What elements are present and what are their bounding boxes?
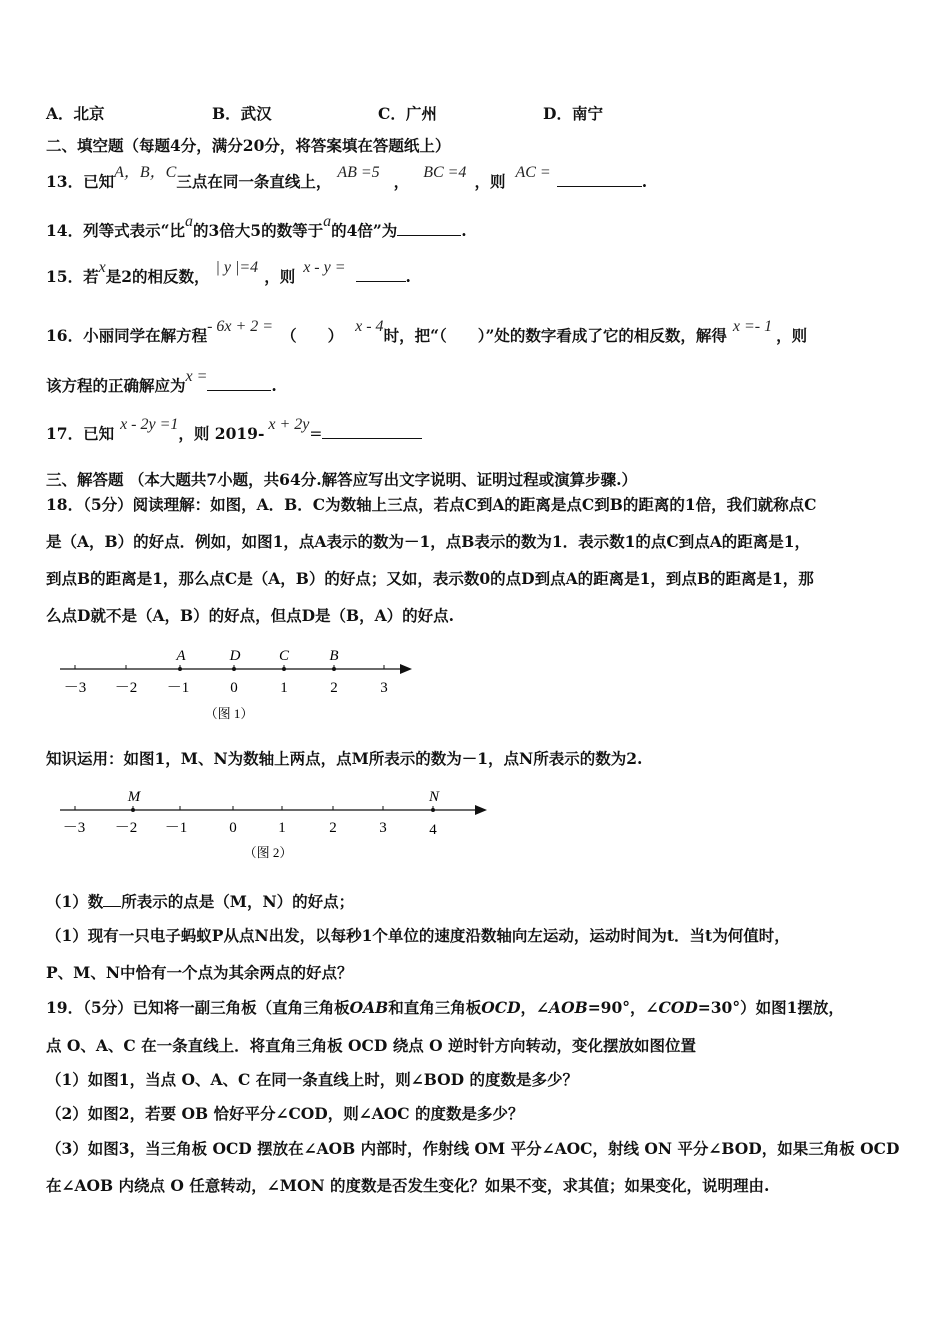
fig1-tick-label: －2 <box>114 680 138 696</box>
option-b: B．武汉 <box>212 104 272 123</box>
q19-l1d: =90°，∠ <box>587 998 659 1017</box>
fig2-point-label: N <box>428 789 440 805</box>
fig1-point-dot <box>178 667 182 671</box>
q16-x: x = <box>185 368 208 385</box>
fig1-point-dot <box>332 667 336 671</box>
fig2-tick-label: 4 <box>429 822 437 838</box>
fig2-arrow <box>475 805 487 815</box>
q13-points: A，B，C <box>114 164 177 181</box>
q13-bc: BC =4 <box>423 164 467 181</box>
section-2-heading: 二、填空题（每题4分，满分20分，将答案填在答题纸上） <box>46 136 451 155</box>
q18-sub1-a: （1）数 <box>46 892 104 911</box>
fig1-tick-label: －3 <box>63 680 87 696</box>
fig1-tick-label: －1 <box>166 680 190 696</box>
q18-line4: 么点D就不是（A，B）的好点，但点D是（B，A）的好点. <box>46 606 455 625</box>
fig2-point-dot <box>131 808 135 812</box>
fig1-point-dot <box>232 667 236 671</box>
q19-oab: OAB <box>349 998 389 1017</box>
q19-ocd: OCD <box>481 998 521 1017</box>
q13-then: ，则 <box>474 172 506 191</box>
figure-2 <box>60 789 487 860</box>
q16-eq1: - 6x + 2 = <box>207 318 274 335</box>
q18-line2: 是（A，B）的好点．例如，如图1，点A表示的数为－1，点B表示的数为1．表示数1的点C到点A的距离是1， <box>46 532 811 551</box>
q15-y: | y |=4 <box>215 259 259 276</box>
q18-line3: 到点B的距离是1，那么点C是（A，B）的好点；又如，表示数0的点D到点A的距离是1，到点B的距离是1，那 <box>46 569 814 588</box>
q19-l1e: =30°）如图1摆放， <box>697 998 844 1017</box>
q19-cod: COD <box>658 998 698 1017</box>
fig1-tick-label: 2 <box>330 680 338 696</box>
q19-l1a: 19．（5分）已知将一副三角板（直角三角板 <box>46 998 350 1017</box>
fig1-tick-label: 1 <box>280 680 288 696</box>
fig2-tick-label: －1 <box>164 820 188 836</box>
question-13: 13．已知A，B，C三点在同一条直线上， AB =5 ， BC =4 ，则 AC = . <box>46 164 648 191</box>
q17-eq: = <box>309 425 323 443</box>
q15-p3: ，则 <box>264 267 296 286</box>
q19-sub2: （2）如图2，若要 OB 恰好平分∠COD，则∠AOC 的度数是多少？ <box>46 1104 524 1123</box>
fig2-tick-label: 1 <box>278 820 286 836</box>
question-15: 15．若x是2的相反数， | y |=4 ，则 x - y = . <box>46 259 411 286</box>
q18-line1: 18．（5分）阅读理解：如图，A．B．C为数轴上三点，若点C到A的距离是点C到B的距离的1倍，我们就称点C <box>46 495 817 514</box>
fig2-tick-label: 0 <box>229 820 237 836</box>
fig1-point-dot <box>282 667 286 671</box>
q19-l1b: 和直角三角板 <box>388 998 482 1017</box>
fig1-point-label: D <box>229 648 241 664</box>
q13-mid: 三点在同一条直线上， <box>176 172 332 191</box>
fig2-tick-label: －2 <box>114 820 138 836</box>
q17-cond: x - 2y =1 <box>120 416 179 433</box>
q19-sub1: （1）如图1，当点 O、A、C 在同一条直线上时，则∠BOD 的度数是多少？ <box>46 1070 578 1089</box>
q13-ab: AB =5 <box>337 164 380 181</box>
q17-expr: x + 2y <box>268 416 310 433</box>
figure-1 <box>60 648 412 721</box>
question-14: 14．列等式表示“比a的3倍大5的数等于a的4倍”为 . <box>46 213 467 240</box>
fig2-point-label: M <box>127 789 141 805</box>
q16-paren: （ ） <box>281 326 344 345</box>
option-d: D．南宁 <box>543 104 603 123</box>
q19-line2: 点 O、A、C 在一条直线上．将直角三角板 OCD 绕点 O 逆时针方向转动，变化摆放如图位置 <box>46 1036 697 1055</box>
fig1-point-label: A <box>176 648 186 664</box>
q14-p2: 的3倍大5的数等于 <box>193 221 324 240</box>
fig2-caption: （图 2） <box>243 845 293 860</box>
fig2-tick-label: 2 <box>329 820 337 836</box>
q13-ac: AC = <box>515 164 551 181</box>
q13-pre: 13．已知 <box>46 172 115 191</box>
q16-p1: 16．小丽同学在解方程 <box>46 326 208 345</box>
fig1-tick-label: 0 <box>230 680 238 696</box>
fig1-point-label: B <box>329 648 339 664</box>
q15-expr: x - y = <box>303 259 346 276</box>
fig1-point-label: C <box>278 648 290 664</box>
q18-sub2: （1）现有一只电子蚂蚁P从点N出发，以每秒1个单位的速度沿数轴向左运动，运动时间为t．当t为何值时， <box>46 926 790 945</box>
fig1-caption: （图 1） <box>204 706 254 721</box>
q18-sub2-cont: P、M、N中恰有一个点为其余两点的好点？ <box>46 963 353 982</box>
q16-p3: ，则 <box>776 326 808 345</box>
q19-sub3: （3）如图3，当三角板 OCD 摆放在∠AOB 内部时，作射线 OM 平分∠AOC，射线 ON 平分∠BOD，如果三角板 OCD <box>46 1139 900 1158</box>
question-16-line2: 该方程的正确解应为x = . <box>46 368 277 395</box>
q15-p2: 是2的相反数， <box>105 267 210 286</box>
q19-l1c: ，∠ <box>520 998 550 1017</box>
q16-p4: 该方程的正确解应为 <box>46 376 186 395</box>
q16-solution: x =- 1 <box>732 318 773 335</box>
q15-p1: 15．若 <box>46 267 99 286</box>
q16-eq2: x - 4 <box>355 318 384 335</box>
q16-p2: 时，把“（ ）”处的数字看成了它的相反数，解得 <box>383 326 727 345</box>
q17-p1: 17．已知 <box>46 424 115 443</box>
q18-sub1-b: 所表示的点是（M，N）的好点； <box>121 892 355 911</box>
fig1-tick-label: 3 <box>380 680 388 696</box>
q19-sub3-cont: 在∠AOB 内绕点 O 任意转动，∠MON 的度数是否发生变化？如果不变，求其值；如果变化，说明理由. <box>46 1176 770 1195</box>
fig1-arrow <box>400 664 412 674</box>
section-3-heading: 三、解答题 （本大题共7小题，共64分.解答应写出文字说明、证明过程或演算步骤.） <box>46 470 638 489</box>
q17-p2: ，则 2019- <box>178 424 265 443</box>
q18-sub1 <box>46 892 354 912</box>
q19-line1 <box>46 998 844 1018</box>
q14-p1: 14．列等式表示“比 <box>46 221 185 240</box>
q19-aob: AOB <box>549 998 588 1017</box>
q14-a1: a <box>185 213 193 230</box>
q13-comma: ， <box>393 172 410 191</box>
option-a: A．北京 <box>46 104 105 123</box>
option-c: C．广州 <box>378 104 437 123</box>
q14-a2: a <box>323 213 332 230</box>
fig2-tick-label: 3 <box>379 820 387 836</box>
q15-x: x <box>98 259 106 276</box>
fig2-point-dot <box>431 808 435 812</box>
fig2-tick-label: －3 <box>62 820 86 836</box>
q18-knowledge: 知识运用：如图1，M、N为数轴上两点，点M所表示的数为－1，点N所表示的数为2. <box>46 749 643 768</box>
q18-sub1-blank[interactable] <box>103 892 121 907</box>
q14-p3: 的4倍”为 <box>331 221 398 240</box>
